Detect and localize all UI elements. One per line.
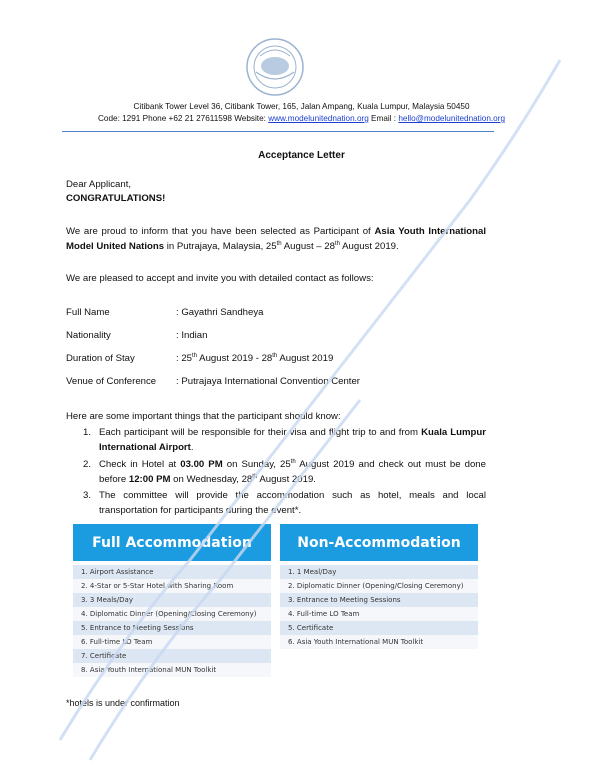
- duration-c: August 2019: [277, 353, 334, 364]
- list-item: 2. Diplomatic Dinner (Opening/Closing Ceremony): [280, 579, 478, 593]
- list-item: 5. Entrance to Meeting Sessions: [73, 621, 271, 635]
- non-accommodation-panel: [280, 524, 478, 649]
- note-number: 3.: [83, 490, 92, 501]
- header-address: Citibank Tower Level 36, Citibank Tower, 165, Jalan Ampang, Kuala Lumpur, Malaysia 50450: [133, 102, 470, 111]
- full-accommodation-title: Full Accommodation: [73, 524, 271, 561]
- email-link[interactable]: hello@modelunitednation.org: [398, 114, 505, 123]
- list-item: 4. Full-time LO Team: [280, 607, 478, 621]
- duration-b: August 2019 - 28: [197, 353, 273, 364]
- checkout-time: 12:00 PM: [128, 474, 171, 485]
- airport-name: Kuala Lumpur International Airport: [99, 427, 486, 453]
- note-text: [99, 457, 486, 487]
- note-2-f: on Wednesday, 28: [170, 474, 253, 485]
- header-divider: [62, 131, 494, 132]
- non-accommodation-title: Non-Accommodation: [280, 524, 478, 561]
- list-item: 6. Full-time LO Team: [73, 635, 271, 649]
- list-item: 3. 3 Meals/Day: [73, 593, 271, 607]
- p1-text-d: August 2019.: [339, 241, 399, 252]
- list-item: 5. Certificate: [280, 621, 478, 635]
- organization-logo: [244, 36, 306, 98]
- sup-th: th: [192, 352, 198, 359]
- note-1-c: .: [190, 442, 194, 453]
- header-contact: [0, 114, 603, 123]
- email-label: Email :: [368, 114, 399, 123]
- list-item: 1. 1 Meal/Day: [280, 565, 478, 579]
- full-name-label: Full Name: [66, 307, 110, 318]
- letter-title: Acceptance Letter: [258, 150, 345, 161]
- checkin-time: 03.00 PM: [180, 459, 223, 470]
- salutation: Dear Applicant,: [66, 179, 132, 190]
- venue-label: Venue of Conference: [66, 376, 157, 387]
- selection-paragraph: [66, 224, 486, 254]
- sup-th: th: [276, 240, 282, 247]
- list-item: 7. Certificate: [73, 649, 271, 663]
- sup-th: th: [290, 458, 296, 465]
- note-item: [83, 425, 486, 455]
- contact-prefix: Code: 1291 Phone +62 21 27611598 Website:: [98, 114, 269, 123]
- nationality-value: : Indian: [176, 330, 208, 341]
- event-name: Asia Youth International Model United Nations: [66, 226, 486, 252]
- footnote: *hotels is under confirmation: [66, 698, 180, 708]
- p1-text-c: August – 28: [281, 241, 335, 252]
- notes-intro: Here are some important things that the participant should know:: [66, 411, 341, 422]
- note-text: [99, 425, 486, 455]
- non-accommodation-list: [280, 565, 478, 649]
- note-number: 2.: [83, 459, 92, 470]
- note-2-g: August 2019.: [257, 474, 316, 485]
- sup-th: th: [272, 352, 278, 359]
- note-item: [83, 457, 486, 487]
- duration-a: : 25: [176, 353, 193, 364]
- invite-paragraph: We are pleased to accept and invite you with detailed contact as follows:: [66, 273, 374, 284]
- full-accommodation-list: [73, 565, 271, 677]
- p1-text-b: in Putrajaya, Malaysia, 25: [164, 241, 277, 252]
- venue-value: : Putrajaya International Convention Center: [176, 376, 360, 387]
- note-item: [83, 488, 486, 518]
- list-item: 3. Entrance to Meeting Sessions: [280, 593, 478, 607]
- sup-th: th: [334, 240, 340, 247]
- list-item: 1. Airport Assistance: [73, 565, 271, 579]
- nationality-label: Nationality: [66, 330, 111, 341]
- list-item: 8. Asia Youth International MUN Toolkit: [73, 663, 271, 677]
- list-item: 2. 4-Star or 5-Star Hotel with Sharing Room: [73, 579, 271, 593]
- note-2-c: on Sunday, 25: [222, 459, 291, 470]
- note-2-d: August 2019 and check out must be done before: [99, 459, 486, 485]
- note-number: 1.: [83, 427, 92, 438]
- list-item: 6. Asia Youth International MUN Toolkit: [280, 635, 478, 649]
- duration-label: Duration of Stay: [66, 353, 135, 364]
- note-text: The committee will provide the accommodation such as hotel, meals and local transportation for participants during the event*.: [99, 490, 486, 516]
- full-name-value: : Gayathri Sandheya: [176, 307, 264, 318]
- duration-value: [176, 353, 333, 364]
- note-1-a: Each participant will be responsible for their visa and flight trip to and from: [99, 427, 422, 438]
- sup-th: th: [252, 473, 258, 480]
- list-item: 4. Diplomatic Dinner (Opening/Closing Ceremony): [73, 607, 271, 621]
- website-link[interactable]: www.modelunitednation.org: [268, 114, 369, 123]
- congratulations: CONGRATULATIONS!: [66, 193, 166, 204]
- note-2-a: Check in Hotel at: [99, 459, 181, 470]
- p1-text: We are proud to inform that you have been selected as Participant of: [66, 226, 375, 237]
- full-accommodation-panel: [73, 524, 271, 677]
